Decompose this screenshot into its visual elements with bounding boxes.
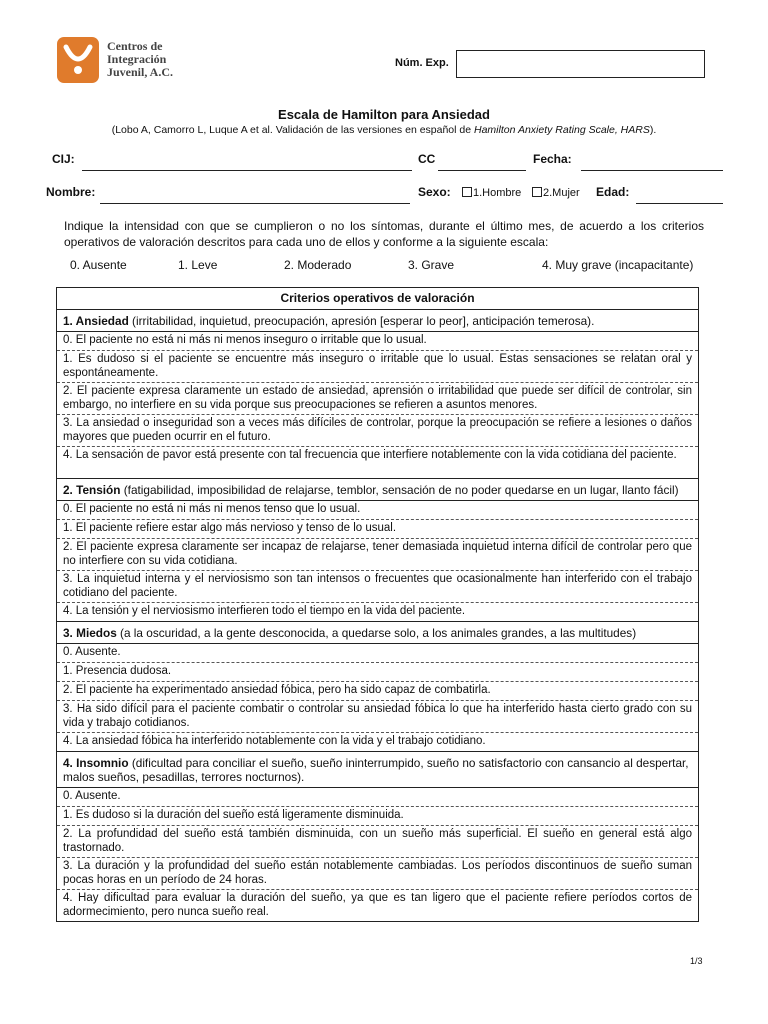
section-title: 2. Tensión [63, 483, 121, 497]
criteria-item: 3. La inquietud interna y el nerviosismo son tan intensos o frecuentes que ocasionalmente han interferido con el trabajo cotidiano del paciente. [57, 571, 698, 603]
logo-text [107, 40, 173, 79]
criteria-item: 4. La sensación de pavor está presente con tal frecuencia que interfiere notablemente con la vida cotidiana del paciente. [57, 447, 698, 479]
criteria-item: 2. La profundidad del sueño está también disminuida, con un sueño más superficial. El sueño en general está algo trastornado. [57, 826, 698, 858]
cij-field[interactable] [82, 156, 412, 171]
sexo-label: Sexo: [418, 185, 451, 199]
criteria-item: 1. Es dudoso si el paciente se encuentre más inseguro o irritable que lo usual. Estas sensaciones se relatan oral y espontáneamente. [57, 351, 698, 383]
subtitle-italic: Hamilton Anxiety Rating Scale, HARS [474, 124, 650, 136]
criteria-item: 3. La ansiedad o inseguridad son a veces más difíciles de controlar, porque la preocupación se refiere a lesiones o daños mayores que pueden ocurrir en el futuro. [57, 415, 698, 447]
criteria-item: 2. El paciente expresa claramente un estado de ansiedad, aprensión o irritabilidad que puede ser difícil de controlar, sin embargo, no interfiere en su vida porque sus preocupaciones se refieren a asuntos menores. [57, 383, 698, 415]
mujer-checkbox[interactable] [532, 187, 542, 197]
sexo-hombre-option[interactable] [462, 187, 521, 199]
section-title: 4. Insomnio [63, 756, 129, 770]
criteria-item: 1. Es dudoso si la duración del sueño está ligeramente disminuida. [57, 807, 698, 826]
section-miedos [57, 622, 698, 644]
cc-label: CC [418, 152, 436, 166]
criteria-item: 4. La tensión y el nerviosismo interfieren todo el tiempo en la vida del paciente. [57, 603, 698, 622]
edad-field[interactable] [636, 189, 723, 204]
edad-label: Edad: [596, 185, 630, 199]
page-title: Escala de Hamilton para Ansiedad [278, 107, 490, 122]
logo-line: Juvenil, A.C. [107, 65, 174, 79]
section-insomnio [57, 752, 698, 788]
hombre-checkbox[interactable] [462, 187, 472, 197]
num-exp-label: Núm. Exp. [395, 57, 449, 69]
criteria-table [56, 287, 699, 922]
criteria-item: 2. El paciente expresa claramente ser incapaz de relajarse, tener demasiada inquietud interna difícil de controlar pero que no interfiere con su vida cotidiana. [57, 539, 698, 571]
criteria-item: 0. El paciente no está ni más ni menos inseguro o irritable que lo usual. [57, 332, 698, 351]
criteria-item: 3. Ha sido difícil para el paciente combatir o controlar su ansiedad fóbica lo que ha interferido hasta cierto grado con su vida y trabajo cotidianos. [57, 701, 698, 733]
section-desc: (fatigabilidad, imposibilidad de relajarse, temblor, sensación de no poder quedarse en un lugar, llanto fácil) [120, 483, 679, 497]
scale-item: 1. Leve [178, 258, 218, 272]
criteria-item: 0. El paciente no está ni más ni menos tenso que lo usual. [57, 501, 698, 520]
nombre-label: Nombre: [46, 185, 96, 199]
logo-line: Integración [107, 52, 167, 66]
nombre-field[interactable] [100, 189, 410, 204]
criteria-item: 3. La duración y la profundidad del sueño están notablemente cambiadas. Los períodos discontinuos de sueño suman pocas horas en un período de 24 horas. [57, 858, 698, 890]
mujer-label: 2.Mujer [543, 187, 580, 199]
scale-item: 4. Muy grave (incapacitante) [542, 258, 694, 272]
criteria-item: 1. Presencia dudosa. [57, 663, 698, 682]
cij-label: CIJ: [52, 152, 75, 166]
section-title: 1. Ansiedad [63, 314, 129, 328]
scale-item: 2. Moderado [284, 258, 352, 272]
cij-logo-icon [57, 37, 99, 83]
criteria-item: 1. El paciente refiere estar algo más nervioso y tenso de lo usual. [57, 520, 698, 539]
subtitle-suffix: ). [649, 124, 657, 136]
sexo-mujer-option[interactable] [532, 187, 580, 199]
criteria-item: 0. Ausente. [57, 788, 698, 807]
fecha-label: Fecha: [533, 152, 572, 166]
section-desc: (a la oscuridad, a la gente desconocida, a quedarse solo, a los animales grandes, a las multitudes) [116, 626, 637, 640]
instructions-text: Indique la intensidad con que se cumplieron o no los síntomas, durante el último mes, de acuerdo a los criterios operativos de valoración descritos para cada uno de ellos y conforme a la siguiente escala: [64, 219, 704, 249]
section-ansiedad [57, 310, 698, 332]
criteria-item: 4. Hay dificultad para evaluar la duración del sueño, ya que es tan ligero que el paciente refiere períodos cortos de adormecimiento, pero nunca sueño real. [63, 892, 692, 918]
criteria-item: 4. La ansiedad fóbica ha interferido notablemente con la vida y el trabajo cotidiano. [57, 733, 698, 752]
section-title: 3. Miedos [63, 626, 117, 640]
num-exp-field[interactable] [456, 50, 705, 78]
logo-line: Centros de [107, 39, 163, 53]
page-subtitle [0, 124, 768, 136]
section-tension [57, 479, 698, 501]
fecha-field[interactable] [581, 156, 723, 171]
table-header: Criterios operativos de valoración [57, 288, 698, 310]
section-desc: (dificultad para conciliar el sueño, sueño ininterrumpido, sueño no satisfactorio con cansancio al despertar, malos sueños, pesadillas, terrores nocturnos). [63, 756, 689, 784]
criteria-item: 2. El paciente ha experimentado ansiedad fóbica, pero ha sido capaz de combatirla. [57, 682, 698, 701]
criteria-item: 0. Ausente. [57, 644, 698, 663]
scale-item: 3. Grave [408, 258, 455, 272]
hombre-label: 1.Hombre [473, 187, 522, 199]
scale-item: 0. Ausente [70, 258, 127, 272]
page-number: 1/3 [690, 956, 703, 966]
cc-field[interactable] [438, 156, 526, 171]
section-desc: (irritabilidad, inquietud, preocupación, apresión [esperar lo peor], anticipación temerosa). [128, 314, 595, 328]
subtitle-prefix: (Lobo A, Camorro L, Luque A et al. Validación de las versiones en español de [111, 124, 474, 136]
